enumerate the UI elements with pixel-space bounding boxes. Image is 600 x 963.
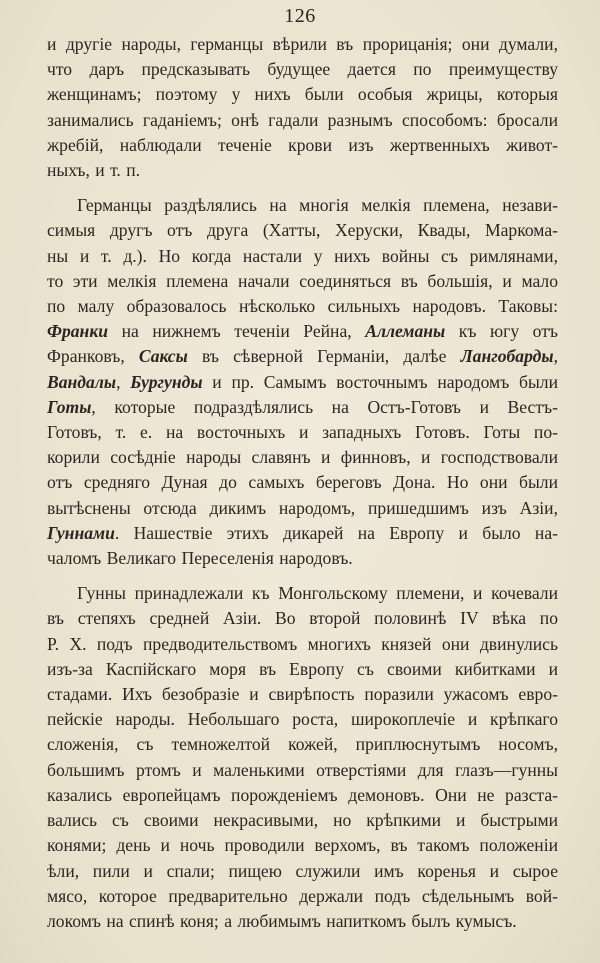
text-segment: къ югу отъ [445,321,558,342]
text-segment: сложенія, съ темножелтой кожей, приплюснутымъ носомъ, [47,734,558,755]
text-segment: чаломъ Великаго Переселенія народовъ. [47,548,353,569]
text-segment: , которые подраздѣлялись на Остъ-Готовъ и Вестъ- [91,396,558,417]
text-line [47,546,558,571]
italic-term: Вандалы [47,371,117,392]
text-segment: ѣли, пили и спали; пищею служили имъ коренья и сырое [47,860,558,881]
text-line [47,57,558,82]
text-line [47,758,558,783]
text-line [47,108,558,133]
text-line [47,218,558,243]
text-segment: то эти мелкія племена начали соединяться въ большія, и мало [47,270,558,291]
text-segment: Готовъ, т. е. на восточныхъ и западныхъ Готовъ. Готы по- [47,422,558,443]
text-line [47,808,558,833]
paragraph-3 [47,581,558,934]
text-line [47,370,558,395]
italic-term: Лангобарды [460,346,554,367]
text-segment: въ сѣверной Германіи, далѣе [187,346,461,367]
text-line [47,470,558,495]
text-segment: корили сосѣдніе народы славянъ и финновъ, и господствовали [47,447,558,468]
italic-term: Бургунды [130,371,203,392]
text-line [47,133,558,158]
text-line [47,496,558,521]
text-line [47,420,558,445]
text-line [47,632,558,657]
text-segment: Гунны принадлежали къ Монгольскому племени, и кочевали [77,583,558,604]
italic-term: Готы [47,396,92,417]
text-segment: ныхъ, и т. п. [47,160,141,181]
text-segment: симыя другъ отъ друга (Хатты, Херуски, Квады, Маркома- [47,220,558,241]
text-segment: и другіе народы, германцы вѣрили въ прорицанія; они думали, [47,34,558,54]
text-segment: казались европейцамъ порожденіемъ демоновъ. Они не разста- [47,784,558,805]
italic-term: Аллеманы [365,321,446,342]
text-segment: занимались гаданіемъ; онѣ гадали разнымъ способомъ: бросали [47,109,558,130]
paragraph-2 [47,193,558,571]
text-segment: конями; день и ночь проводили верхомъ, въ такомъ положеніи [47,835,558,856]
text-line [47,833,558,858]
text-segment: на нижнемъ теченіи Рейна, [108,321,366,342]
text-segment: Франковъ, [47,346,139,367]
text-segment: стадами. Ихъ безобразіе и свирѣпость поразили ужасомъ евро- [47,684,558,705]
text-line [47,193,558,218]
text-line [47,82,558,107]
text-segment: что даръ предсказывать будущее дается по преимуществу [47,59,558,80]
text-segment: большимъ ртомъ и маленькими отверстіями для глазъ—гунны [47,759,558,780]
text-segment: , [116,371,131,392]
text-line [47,657,558,682]
text-line [47,244,558,269]
text-line [47,732,558,757]
text-segment: , [553,346,558,367]
text-segment: въ степяхъ средней Азіи. Во второй половинѣ IV вѣка по [47,608,558,629]
text-segment: ны и т. д.). Но когда настали у нихъ войны съ римлянами, [47,245,558,266]
text-line [47,344,558,369]
text-line [47,395,558,420]
text-segment: вытѣснены отсюда дикимъ народомъ, пришедшимъ изъ Азіи, [47,497,558,518]
text-line [47,32,558,57]
text-segment: пейскіе народы. Небольшаго роста, широкоплечіе и крѣпкаго [47,709,558,730]
text-segment: Р. Х. подъ предводительствомъ многихъ князей они двинулись [47,633,558,654]
text-line [47,909,558,934]
text-line [47,521,558,546]
text-segment: по малу образовалось нѣсколько сильныхъ народовъ. Таковы: [47,296,558,317]
paragraph-1 [47,32,558,183]
italic-term: Саксы [138,346,188,367]
page-number: 126 [284,5,316,27]
text-line [47,581,558,606]
text-segment: . Нашествіе этихъ дикарей на Европу и было на- [114,522,558,543]
text-segment: локомъ на спинѣ коня; а любимымъ напиткомъ былъ кумысъ. [47,910,517,931]
text-segment: изъ-за Каспійскаго моря въ Европу съ своими кибитками и [47,658,558,679]
text-line [47,859,558,884]
text-line [47,783,558,808]
italic-term: Гуннами [47,522,115,543]
text-segment: Германцы раздѣлялись на многія мелкія племена, незави- [77,195,558,216]
text-segment: и пр. Самымъ восточнымъ народомъ были [202,371,558,392]
text-line [47,682,558,707]
text-segment: жребій, наблюдали теченіе крови изъ жертвенныхъ живот- [47,134,558,155]
text-segment: вались съ своими некрасивыми, но крѣпкими и быстрыми [47,810,558,831]
text-line [47,294,558,319]
text-line [47,269,558,294]
text-line [47,158,558,183]
text-line [47,606,558,631]
text-line [47,445,558,470]
text-line [47,707,558,732]
italic-term: Франки [47,321,109,342]
text-line [47,884,558,909]
text-line [47,319,558,344]
text-segment: мясо, которое предварительно держали подъ сѣдельнымъ вой- [47,885,558,906]
text-segment: женщинамъ; поэтому у нихъ были особыя жрицы, которыя [47,84,558,105]
text-segment: отъ средняго Дуная до самыхъ береговъ Дона. Но они были [47,472,558,493]
page-body [47,32,558,934]
